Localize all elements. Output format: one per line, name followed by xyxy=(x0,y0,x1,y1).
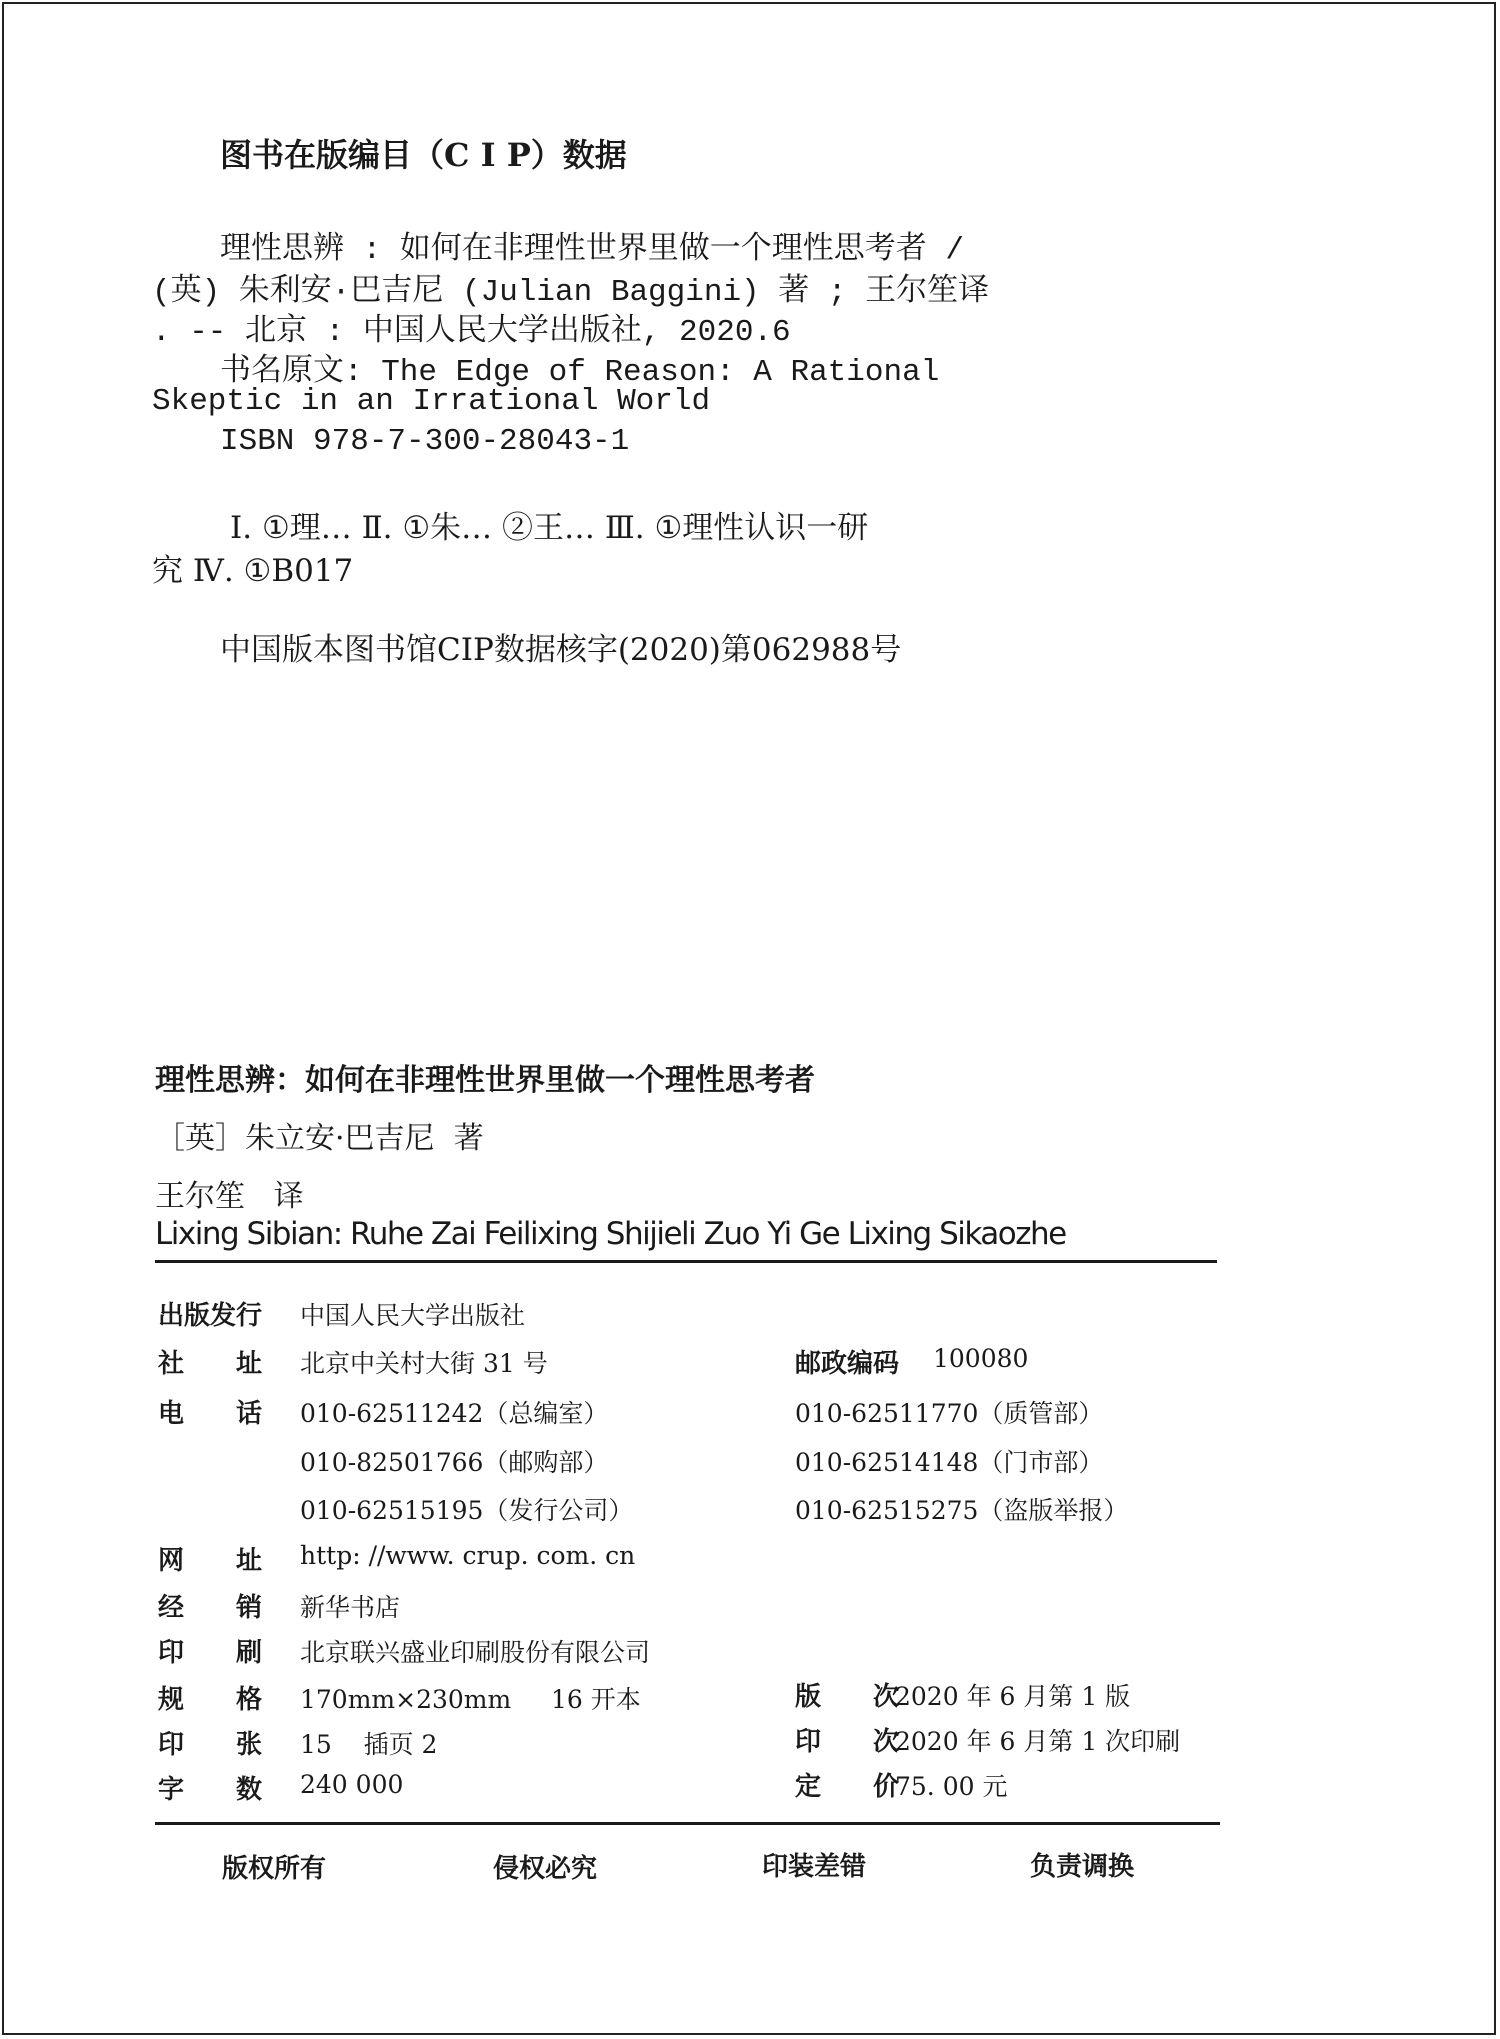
footer-exchange: 负责调换 xyxy=(1030,1852,1135,1882)
phone-distribution: 010-62515195（发行公司） xyxy=(300,1496,634,1525)
price-label: 定 价 xyxy=(795,1772,900,1802)
cip-line-original-title: 书名原文: The Edge of Reason: A Rational xyxy=(220,355,940,390)
printer-value: 北京联兴盛业印刷股份有限公司 xyxy=(300,1638,651,1667)
distributor-value: 新华书店 xyxy=(300,1593,401,1622)
footer-divider xyxy=(155,1822,1220,1825)
printing-label: 印 次 xyxy=(795,1727,900,1757)
cip-heading: 图书在版编目（C I P）数据 xyxy=(220,136,627,174)
phone-editorial: 010-62511242（总编室） xyxy=(300,1399,609,1428)
cip-line-record-number: 中国版本图书馆CIP数据核字(2020)第062988号 xyxy=(220,632,902,668)
cip-line-imprint: . -- 北京 : 中国人民大学出版社, 2020.6 xyxy=(152,315,791,350)
website-label: 网 址 xyxy=(158,1546,263,1576)
sheets-label: 印 张 xyxy=(158,1730,263,1760)
phone-quality: 010-62511770（质管部） xyxy=(795,1399,1104,1428)
edition-label: 版 次 xyxy=(795,1682,900,1712)
footer-copyright: 版权所有 xyxy=(222,1854,327,1884)
phone-store: 010-62514148（门市部） xyxy=(795,1448,1104,1477)
printing-value: 2020 年 6 月第 1 次印刷 xyxy=(895,1727,1181,1756)
book-title-pinyin: Lixing Sibian: Ruhe Zai Feilixing Shijieli Zuo Yi Ge Lixing Sikaozhe xyxy=(155,1216,1066,1252)
footer-infringement: 侵权必究 xyxy=(493,1854,598,1884)
word-count-value: 240 000 xyxy=(300,1770,404,1799)
publisher-value: 中国人民大学出版社 xyxy=(300,1301,526,1330)
distributor-label: 经 销 xyxy=(158,1593,263,1623)
phone-piracy-report: 010-62515275（盗版举报） xyxy=(795,1496,1129,1525)
format-value: 170mm×230mm 16 开本 xyxy=(300,1685,641,1714)
website-value: http: //www. crup. com. cn xyxy=(300,1541,636,1570)
book-translator: 王尔笙 译 xyxy=(155,1179,304,1214)
printer-label: 印 刷 xyxy=(158,1638,263,1668)
address-value: 北京中关村大街 31 号 xyxy=(300,1349,548,1378)
footer-binding-errors: 印装差错 xyxy=(762,1852,867,1882)
sheets-value: 15 插页 2 xyxy=(300,1730,438,1759)
cip-line-isbn: ISBN 978-7-300-28043-1 xyxy=(220,424,630,459)
address-label: 社 址 xyxy=(158,1349,263,1379)
phone-label: 电 话 xyxy=(158,1399,263,1429)
postcode-label: 邮政编码 xyxy=(795,1349,900,1379)
cip-line-classification-cont: 究 Ⅳ. ①B017 xyxy=(152,553,354,589)
phone-mail-order: 010-82501766（邮购部） xyxy=(300,1448,609,1477)
format-label: 规 格 xyxy=(158,1685,263,1715)
publisher-label: 出版发行 xyxy=(158,1301,263,1331)
cip-line-original-title-cont: Skeptic in an Irrational World xyxy=(152,384,711,419)
cip-line-author: (英) 朱利安·巴吉尼 (Julian Baggini) 著 ; 王尔笙译 xyxy=(152,275,990,310)
cip-line-classification: Ⅰ. ①理… Ⅱ. ①朱… ②王… Ⅲ. ①理性认识一研 xyxy=(230,510,869,546)
postcode-value: 100080 xyxy=(933,1344,1029,1373)
word-count-label: 字 数 xyxy=(158,1775,263,1805)
title-divider xyxy=(155,1260,1217,1263)
book-author: ［英］朱立安·巴吉尼 著 xyxy=(155,1121,484,1156)
cip-line-title: 理性思辨 : 如何在非理性世界里做一个理性思考者 / xyxy=(220,233,965,268)
edition-value: 2020 年 6 月第 1 版 xyxy=(895,1682,1131,1711)
book-title: 理性思辨：如何在非理性世界里做一个理性思考者 xyxy=(155,1063,815,1098)
price-value: 75. 00 元 xyxy=(895,1772,1008,1801)
